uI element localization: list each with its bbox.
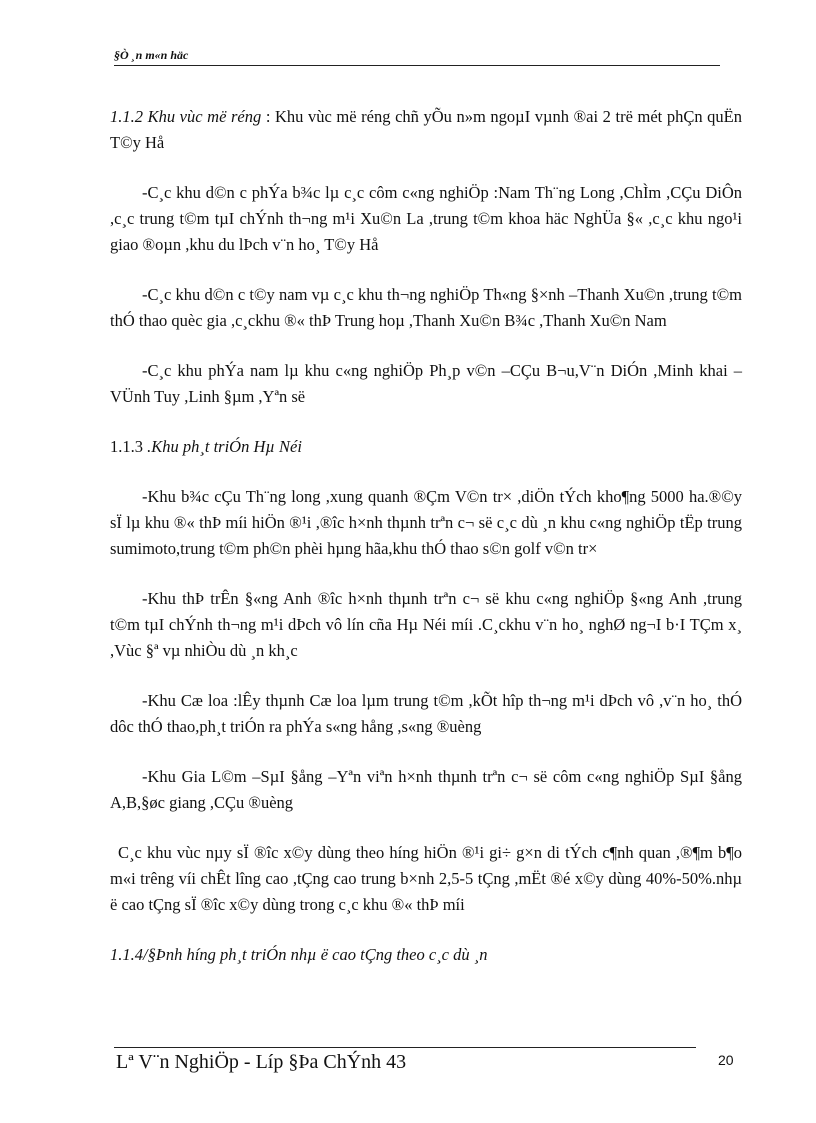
header-divider: [114, 65, 720, 66]
paragraph-south-area: -C¸c khu phÝa nam lµ khu c«ng nghiÖp Ph¸p v©n –CÇu B¬u,V¨n DiÓn ,Minh khai –VÜnh Tuy ,Linh §µm ,Yªn së: [110, 361, 742, 406]
section-1-1-2-heading: 1.1.2 Khu vùc më réng: [110, 107, 262, 126]
section-1-1-3-title: .Khu ph¸t triÓn Hµ Néi: [143, 437, 302, 456]
footer-author: Lª V¨n NghiÖp - Líp §Þa ChÝnh 43: [116, 1051, 407, 1073]
paragraph-gia-lam: -Khu Gia L©m –SµI §ång –Yªn viªn h×nh thµnh trªn c¬ së côm c«ng nghiÖp SµI §ång A,B,§øc giang ,CÇu ®uèng: [110, 767, 742, 812]
section-1-1-2-text: : Khu vùc më réng chñ yÕu n»m ngoµI vµnh ®ai 2 trë mét phÇn quËn T©y Hå: [110, 107, 742, 152]
section-1-1-4-heading: 1.1.4/§Þnh híng ph¸t triÓn nhµ ë cao tÇng theo c¸c dù ¸n: [110, 945, 488, 964]
paragraph-southwest-area: -C¸c khu d©n c t©y nam vµ c¸c khu th¬ng nghiÖp Th«ng §×nh –Thanh Xu©n ,trung t©m thÓ thao quèc gia ,c¸ckhu ®« thÞ Trung hoµ ,Thanh Xu©n B¾c ,Thanh Xu©n Nam: [110, 285, 742, 330]
paragraph-co-loa: -Khu Cæ loa :lÊy thµnh Cæ loa lµm trung t©m ,kÕt hîp th¬ng m¹i dÞch vô ,v¨n ho¸ thÓ dôc thÓ thao,ph¸t triÓn ra phÝa s«ng hång ,s«ng ®uèng: [110, 691, 742, 736]
footer-divider: [114, 1047, 696, 1048]
section-1-1-3-heading: [110, 434, 742, 460]
document-body: [110, 104, 742, 992]
paragraph-north-area: -C¸c khu d©n c phÝa b¾c lµ c¸c côm c«ng nghiÖp :Nam Th¨ng Long ,ChÌm ,CÇu DiÔn ,c¸c trung t©m tµI chÝnh th¬ng m¹i Xu©n La ,trung t©m khoa häc NghÜa §« ,c¸c khu ngo¹i giao ®oµn ,khu du lÞch v¨n ho¸ T©y Hå: [110, 183, 742, 254]
page-header: §Ò ¸n m«n häc: [114, 48, 189, 62]
paragraph-summary: C¸c khu vùc nµy sÏ ®îc x©y dùng theo híng hiÖn ®¹i gi÷ g×n di tÝch c¶nh quan ,®¶m b¶o m«i trêng víi chÊt lîng cao ,tÇng cao trung b×nh 2,5-5 tÇng ,mËt ®é x©y dùng 40%-50%.nhµ ë cao tÇng sÏ ®îc x©y dùng trong c¸c khu ®« thÞ míi: [110, 843, 742, 914]
page-number: 20: [718, 1052, 734, 1068]
section-1-1-2: [110, 104, 742, 156]
paragraph-dong-anh: -Khu thÞ trÊn §«ng Anh ®îc h×nh thµnh trªn c¬ së khu c«ng nghiÖp §«ng Anh ,trung t©m tµI chÝnh th¬ng m¹i dÞch vô lín cña Hµ Néi míi .C¸ckhu v¨n ho¸ nghØ ng¬I b·I TÇm x¸ ,Vùc §ª vµ nhiÒu dù ¸n kh¸c: [110, 589, 742, 660]
paragraph-thang-long-north: -Khu b¾c cÇu Th¨ng long ,xung quanh ®Çm V©n tr× ,diÖn tÝch kho¶ng 5000 ha.®©y sÏ lµ khu ®« thÞ míi hiÖn ®¹i ,®îc h×nh thµnh trªn c¬ së c¸c dù ¸n khu c«ng nghiÖp tËp trung sumimoto,trung t©m ph©n phèi hµng hãa,khu thÓ thao s©n golf v©n tr×: [110, 487, 742, 558]
section-1-1-3-number: 1.1.3: [110, 437, 143, 456]
